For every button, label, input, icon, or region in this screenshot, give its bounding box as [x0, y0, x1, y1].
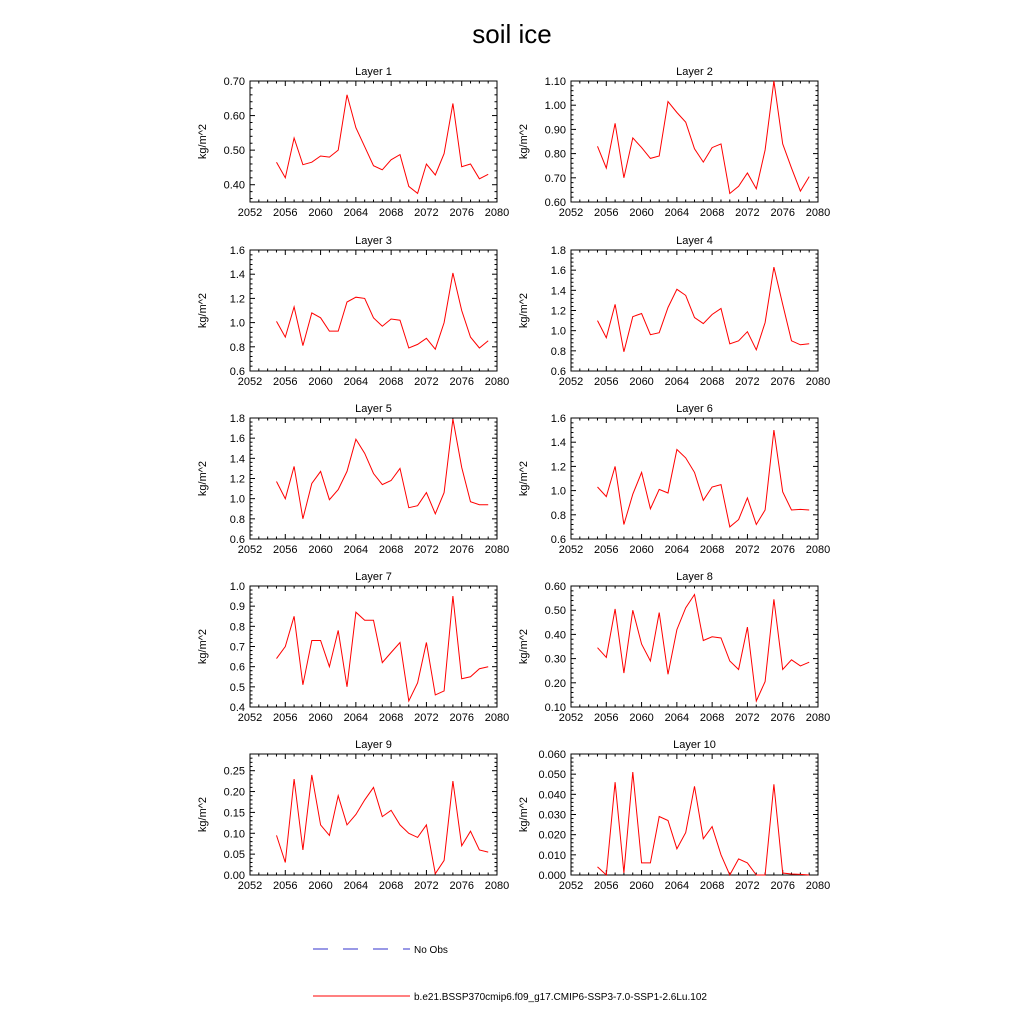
y-tick-label: 0.8: [550, 345, 566, 358]
x-tick-label: 2072: [414, 207, 439, 219]
legend-no-obs-label: No Obs: [414, 945, 448, 956]
y-tick-label: 0.20: [223, 786, 245, 799]
x-tick-label: 2072: [414, 880, 439, 892]
y-tick-label: 0.15: [223, 807, 245, 820]
y-tick-label: 0.10: [223, 828, 245, 841]
y-tick-label: 1.2: [229, 293, 245, 306]
x-tick-label: 2076: [449, 544, 474, 556]
x-tick-label: 2068: [699, 880, 725, 892]
y-tick-label: 0.40: [544, 629, 566, 642]
y-tick-label: 0.020: [538, 829, 566, 842]
y-tick-label: 0.060: [538, 749, 566, 761]
y-tick-label: 0.8: [229, 621, 245, 634]
panel-layer-5: [197, 403, 509, 556]
x-tick-label: 2080: [484, 376, 510, 388]
panel-layer-7: [197, 571, 509, 724]
x-tick-label: 2052: [237, 207, 263, 219]
y-axis-label: kg/m^2: [518, 460, 530, 497]
y-tick-label: 1.0: [229, 317, 245, 330]
y-tick-label: 0.00: [223, 870, 245, 882]
legend: [313, 945, 707, 1003]
panel-layer-8: [518, 571, 830, 724]
y-axis-label: kg/m^2: [518, 292, 530, 329]
x-tick-label: 2056: [273, 207, 298, 219]
y-tick-label: 0.40: [223, 179, 245, 192]
x-tick-label: 2080: [484, 880, 510, 892]
y-axis-label: kg/m^2: [197, 460, 209, 497]
y-tick-label: 1.8: [550, 245, 566, 257]
series-line: [277, 95, 489, 194]
y-tick-label: 0.50: [544, 605, 566, 618]
y-tick-label: 0.4: [229, 702, 245, 714]
panel-title: Layer 10: [673, 739, 716, 751]
x-tick-label: 2072: [414, 544, 439, 556]
x-tick-label: 2060: [308, 207, 333, 219]
x-tick-label: 2072: [735, 376, 760, 388]
y-tick-label: 0.6: [229, 366, 245, 378]
x-tick-label: 2068: [699, 376, 725, 388]
x-tick-label: 2072: [735, 544, 760, 556]
figure-title: soil ice: [472, 19, 552, 49]
x-tick-label: 2060: [629, 376, 654, 388]
y-tick-label: 0.20: [544, 677, 566, 690]
x-tick-label: 2072: [735, 880, 760, 892]
y-tick-label: 1.0: [229, 493, 245, 506]
x-tick-label: 2060: [308, 712, 333, 724]
x-tick-label: 2080: [484, 207, 510, 219]
panel-title: Layer 7: [355, 571, 392, 583]
x-tick-label: 2068: [699, 207, 725, 219]
x-tick-label: 2080: [805, 376, 831, 388]
x-tick-label: 2064: [343, 544, 369, 556]
y-axis-label: kg/m^2: [197, 796, 209, 833]
x-tick-label: 2080: [805, 712, 831, 724]
panel-title: Layer 3: [355, 235, 392, 247]
x-tick-label: 2080: [805, 880, 831, 892]
panel-layer-1: [197, 66, 509, 219]
panel-layer-10: [518, 739, 830, 892]
y-tick-label: 0.010: [538, 849, 566, 862]
y-tick-label: 1.8: [229, 413, 245, 425]
x-tick-label: 2068: [378, 880, 404, 892]
x-tick-label: 2052: [558, 712, 584, 724]
x-tick-label: 2080: [805, 207, 831, 219]
x-tick-label: 2076: [449, 207, 474, 219]
y-tick-label: 0.10: [544, 702, 566, 714]
x-tick-label: 2056: [273, 376, 298, 388]
x-tick-label: 2052: [237, 376, 263, 388]
plot-frame: [250, 754, 497, 875]
x-tick-label: 2056: [273, 880, 298, 892]
x-tick-label: 2064: [664, 712, 690, 724]
y-tick-label: 0.50: [223, 145, 245, 158]
panel-layer-9: [197, 739, 509, 892]
x-tick-label: 2076: [770, 880, 795, 892]
panel-title: Layer 1: [355, 66, 392, 78]
x-tick-label: 2060: [629, 207, 654, 219]
x-tick-label: 2068: [378, 207, 404, 219]
x-tick-label: 2064: [664, 376, 690, 388]
y-tick-label: 1.4: [550, 285, 566, 298]
x-tick-label: 2052: [558, 376, 584, 388]
panel-layer-2: [518, 66, 830, 219]
x-tick-label: 2052: [558, 207, 584, 219]
legend-model-label: b.e21.BSSP370cmip6.f09_g17.CMIP6-SSP3-7.0-SSP1-2.6Lu.102: [414, 992, 707, 1003]
y-tick-label: 0.8: [550, 509, 566, 522]
y-tick-label: 0.000: [538, 870, 566, 882]
y-axis-label: kg/m^2: [518, 123, 530, 160]
series-line: [598, 267, 810, 352]
y-tick-label: 0.6: [550, 366, 566, 378]
plot-frame: [250, 586, 497, 707]
x-tick-label: 2056: [594, 712, 619, 724]
y-tick-label: 0.70: [544, 172, 566, 185]
y-tick-label: 0.9: [229, 601, 245, 614]
y-tick-label: 0.6: [229, 534, 245, 546]
x-tick-label: 2072: [414, 712, 439, 724]
series-line: [277, 596, 489, 701]
y-tick-label: 1.4: [229, 453, 245, 466]
series-line: [598, 430, 810, 527]
x-tick-label: 2068: [378, 544, 404, 556]
y-tick-label: 1.2: [550, 461, 566, 474]
y-tick-label: 0.030: [538, 809, 566, 822]
series-line: [277, 273, 489, 349]
x-tick-label: 2076: [449, 880, 474, 892]
y-tick-label: 1.10: [544, 76, 566, 88]
x-tick-label: 2056: [594, 544, 619, 556]
y-tick-label: 1.2: [229, 473, 245, 486]
x-tick-label: 2052: [558, 544, 584, 556]
y-axis-label: kg/m^2: [518, 628, 530, 665]
y-tick-label: 0.050: [538, 769, 566, 782]
panel-title: Layer 4: [676, 235, 713, 247]
y-tick-label: 0.7: [229, 641, 245, 654]
y-tick-label: 1.6: [550, 413, 566, 425]
y-tick-label: 0.90: [544, 124, 566, 137]
y-tick-label: 1.0: [550, 325, 566, 338]
y-tick-label: 1.2: [550, 305, 566, 318]
x-tick-label: 2052: [237, 544, 263, 556]
x-tick-label: 2064: [664, 880, 690, 892]
x-tick-label: 2064: [664, 544, 690, 556]
x-tick-label: 2072: [735, 207, 760, 219]
y-tick-label: 0.8: [229, 513, 245, 526]
x-tick-label: 2072: [735, 712, 760, 724]
y-tick-label: 1.00: [544, 100, 566, 113]
y-axis-label: kg/m^2: [197, 292, 209, 329]
y-tick-label: 1.0: [550, 485, 566, 498]
series-line: [277, 419, 489, 519]
x-tick-label: 2060: [629, 544, 654, 556]
x-tick-label: 2060: [308, 544, 333, 556]
panel-title: Layer 8: [676, 571, 713, 583]
y-tick-label: 0.80: [544, 148, 566, 161]
y-tick-label: 1.6: [550, 265, 566, 278]
x-tick-label: 2076: [770, 712, 795, 724]
series-line: [598, 81, 810, 194]
y-tick-label: 0.60: [544, 581, 566, 593]
x-tick-label: 2056: [594, 880, 619, 892]
panel-layer-4: [518, 235, 830, 388]
x-tick-label: 2068: [378, 376, 404, 388]
y-tick-label: 1.4: [229, 269, 245, 282]
x-tick-label: 2064: [343, 376, 369, 388]
plot-frame: [250, 81, 497, 202]
panel-layer-6: [518, 403, 830, 556]
x-tick-label: 2064: [343, 207, 369, 219]
y-tick-label: 0.6: [229, 661, 245, 674]
y-tick-label: 1.6: [229, 245, 245, 257]
x-tick-label: 2060: [629, 712, 654, 724]
x-tick-label: 2064: [343, 712, 369, 724]
x-tick-label: 2076: [449, 712, 474, 724]
x-tick-label: 2076: [770, 376, 795, 388]
x-tick-label: 2064: [664, 207, 690, 219]
y-tick-label: 0.30: [544, 653, 566, 666]
x-tick-label: 2076: [449, 376, 474, 388]
y-tick-label: 1.6: [229, 433, 245, 446]
x-tick-label: 2060: [629, 880, 654, 892]
x-tick-label: 2052: [237, 880, 263, 892]
plot-frame: [250, 418, 497, 539]
panels: [197, 66, 830, 892]
y-tick-label: 0.8: [229, 341, 245, 354]
series-line: [598, 772, 810, 875]
x-tick-label: 2056: [273, 544, 298, 556]
y-axis-label: kg/m^2: [197, 123, 209, 160]
y-axis-label: kg/m^2: [197, 628, 209, 665]
y-tick-label: 0.60: [223, 110, 245, 123]
y-tick-label: 0.6: [550, 534, 566, 546]
y-tick-label: 0.70: [223, 76, 245, 88]
x-tick-label: 2080: [805, 544, 831, 556]
panel-title: Layer 6: [676, 403, 713, 415]
plot-frame: [250, 250, 497, 371]
x-tick-label: 2076: [770, 544, 795, 556]
y-tick-label: 0.040: [538, 789, 566, 802]
x-tick-label: 2056: [594, 207, 619, 219]
panel-title: Layer 2: [676, 66, 713, 78]
x-tick-label: 2052: [237, 712, 263, 724]
y-tick-label: 0.60: [544, 197, 566, 209]
series-line: [598, 595, 810, 702]
x-tick-label: 2068: [378, 712, 404, 724]
x-tick-label: 2080: [484, 544, 510, 556]
x-tick-label: 2080: [484, 712, 510, 724]
x-tick-label: 2068: [699, 712, 725, 724]
plot-frame: [571, 250, 818, 371]
panel-layer-3: [197, 235, 509, 388]
panel-title: Layer 5: [355, 403, 392, 415]
x-tick-label: 2056: [273, 712, 298, 724]
y-tick-label: 1.0: [229, 581, 245, 593]
x-tick-label: 2060: [308, 376, 333, 388]
x-tick-label: 2060: [308, 880, 333, 892]
x-tick-label: 2064: [343, 880, 369, 892]
x-tick-label: 2076: [770, 207, 795, 219]
x-tick-label: 2052: [558, 880, 584, 892]
plot-frame: [571, 81, 818, 202]
y-axis-label: kg/m^2: [518, 796, 530, 833]
x-tick-label: 2072: [414, 376, 439, 388]
y-tick-label: 0.25: [223, 765, 245, 778]
x-tick-label: 2056: [594, 376, 619, 388]
panel-title: Layer 9: [355, 739, 392, 751]
series-line: [277, 775, 489, 874]
y-tick-label: 1.4: [550, 437, 566, 450]
x-tick-label: 2068: [699, 544, 725, 556]
y-tick-label: 0.05: [223, 849, 245, 862]
y-tick-label: 0.5: [229, 681, 245, 694]
